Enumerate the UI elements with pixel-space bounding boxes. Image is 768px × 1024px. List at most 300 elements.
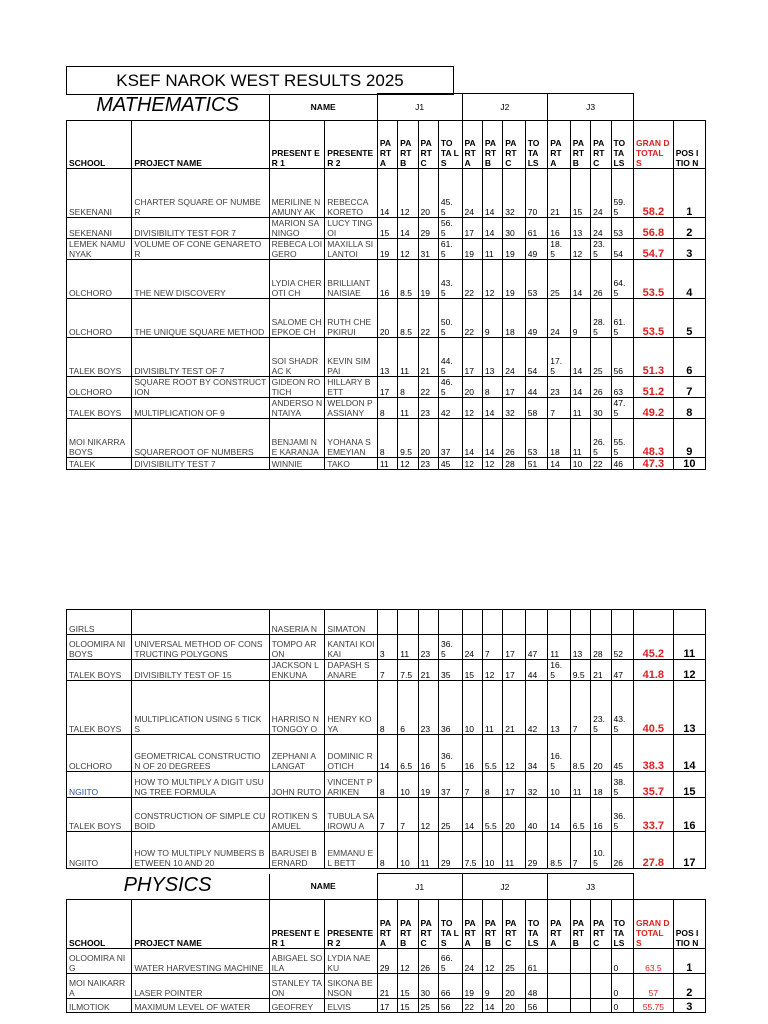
j1-score-cell: 29 [438, 832, 462, 869]
j3-score-cell: 16 [591, 798, 611, 832]
project-name-cell: VOLUME OF CONE GENARETOR [132, 239, 269, 260]
j2-score-cell: 12 [482, 660, 502, 681]
j3-score-cell: 55. 5 [611, 419, 634, 458]
grand-total-cell: 35.7 [634, 772, 674, 798]
j3-score-cell: 0 [611, 999, 634, 1013]
j2-score-cell: 34 [525, 735, 548, 772]
j1-score-cell: 23 [418, 458, 438, 470]
presenter1-cell: GEOFREY [269, 999, 325, 1013]
j1-score-cell: 29 [418, 218, 438, 239]
position-cell: 14 [673, 735, 705, 772]
j3-score-cell: 47. 5 [611, 398, 634, 419]
j2-score-cell: 10 [462, 681, 482, 735]
j3-score-cell: 46 [611, 458, 634, 470]
j2-score-cell: 22 [462, 260, 482, 299]
j2-score-cell: 40 [525, 798, 548, 832]
j1-score-cell: 44. 5 [438, 338, 462, 377]
j2-score-cell: 12 [482, 260, 502, 299]
j1-score-cell: 26 [418, 949, 438, 974]
project-name-cell: CHARTER SQUARE OF NUMBER [132, 169, 269, 218]
presenter1-cell: ANDERSO N NTAIYA [269, 398, 325, 419]
j1-score-cell: 15 [398, 999, 418, 1013]
j3-score-cell: 16 [548, 218, 571, 239]
table-row [67, 218, 706, 239]
project-name-cell: DIVISIBLTY TEST OF 7 [132, 338, 269, 377]
project-name-cell: WATER HARVESTING MACHINE [132, 949, 269, 974]
j1-score-cell: 7 [398, 798, 418, 832]
table-row [67, 681, 706, 735]
j1-score-cell: 13 [377, 338, 397, 377]
school-cell: TALEK BOYS [67, 398, 132, 419]
j1-score-cell: 23 [418, 681, 438, 735]
physics-results-table [66, 873, 706, 1013]
j1-score-cell [398, 610, 418, 635]
position-cell: 6 [673, 338, 705, 377]
presenter2-cell: VINCENT PARIKEN [325, 772, 378, 798]
j3-score-cell: 12 [570, 239, 590, 260]
presenter2-cell: DAPASH SANARE [325, 660, 378, 681]
table-row [67, 999, 706, 1013]
j3-score-cell: 53 [611, 218, 634, 239]
j1-score-cell: 45. 5 [438, 169, 462, 218]
table-row [67, 974, 706, 999]
position-cell: 5 [673, 299, 705, 338]
grand-total-cell: 47.3 [634, 458, 674, 470]
j2-score-cell: 17 [503, 635, 526, 660]
presenter2-cell: HILLARY BETT [325, 377, 378, 398]
j1-score-cell: 66 [438, 974, 462, 999]
j2-score-cell: 16 [462, 735, 482, 772]
j3-score-cell: 23. 5 [591, 239, 611, 260]
project-name-cell: MULTIPLICATION OF 9 [132, 398, 269, 419]
j2-score-cell: 42 [525, 681, 548, 735]
presenter2-cell: KEVIN SIMPAI [325, 338, 378, 377]
j2-score-cell: 20 [462, 377, 482, 398]
j2-score-cell: 19 [462, 974, 482, 999]
j3-score-cell: 9 [570, 299, 590, 338]
grand-total-cell: 63.5 [634, 949, 674, 974]
position-cell: 4 [673, 260, 705, 299]
j3-score-cell: 14 [570, 377, 590, 398]
j1-score-cell [438, 610, 462, 635]
grand-total-header: GRAN D TOTAL S [634, 900, 674, 949]
j2-score-cell: 30 [503, 218, 526, 239]
project-name-cell: GEOMETRICAL CONSTRUCTION OF 20 DEGREES [132, 735, 269, 772]
j3-partc-header: PA RT C [591, 900, 611, 949]
position-cell: 1 [673, 169, 705, 218]
j3-score-cell: 24 [591, 169, 611, 218]
school-cell: OLCHORO [67, 260, 132, 299]
j3-score-cell: 10. 5 [591, 832, 611, 869]
j2-score-cell: 14 [462, 798, 482, 832]
j3-score-cell: 18. 5 [548, 239, 571, 260]
table-row [67, 798, 706, 832]
j2-score-cell: 17 [462, 338, 482, 377]
j3-score-cell: 45 [611, 735, 634, 772]
presenter2-cell: TAKO [325, 458, 378, 470]
school-cell: OLOOMIRA NI BOYS [67, 635, 132, 660]
j2-score-cell: 11 [482, 681, 502, 735]
grand-total-cell: 40.5 [634, 681, 674, 735]
project-name-cell: HOW TO MULTIPLY NUMBERS BETWEEN 10 AND 20 [132, 832, 269, 869]
j2-score-cell: 12 [462, 398, 482, 419]
j1-score-cell: 25 [438, 798, 462, 832]
j1-score-cell: 8 [377, 398, 397, 419]
project-name-cell: HOW TO MULTIPLY A DIGIT USUNG TREE FORMULA [132, 772, 269, 798]
j2-score-cell: 22 [462, 299, 482, 338]
project-name-cell: DIVISIBILTY TEST OF 15 [132, 660, 269, 681]
grand-total-cell: 55.75 [634, 999, 674, 1013]
project-name-cell: THE UNIQUE SQUARE METHOD [132, 299, 269, 338]
project-name-cell: SQUAREROOT OF NUMBERS [132, 419, 269, 458]
presenter2-cell: SIKONA BENSON [325, 974, 378, 999]
j1-parta-header: PA RT A [377, 900, 397, 949]
j3-score-cell [570, 974, 590, 999]
position-cell: 3 [673, 999, 705, 1013]
j3-parta-header: PA RT A [548, 121, 571, 169]
j2-score-cell: 32 [525, 772, 548, 798]
j2-score-cell: 7 [482, 635, 502, 660]
j2-score-cell: 20 [503, 974, 526, 999]
j3-score-cell: 23 [548, 377, 571, 398]
table-row [67, 772, 706, 798]
j3-score-cell: 28 [591, 635, 611, 660]
grand-total-header: GRAN D TOTAL S [634, 121, 674, 169]
position-cell: 12 [673, 660, 705, 681]
j2-score-cell [503, 610, 526, 635]
j3-score-cell [611, 610, 634, 635]
j2-header: J2 [462, 94, 548, 121]
j3-score-cell: 14 [548, 458, 571, 470]
j3-score-cell: 11 [548, 635, 571, 660]
j1-score-cell: 50. 5 [438, 299, 462, 338]
j3-score-cell: 30 [591, 398, 611, 419]
j3-score-cell: 25 [591, 338, 611, 377]
j2-score-cell: 24 [462, 949, 482, 974]
grand-total-cell: 53.5 [634, 260, 674, 299]
presenter2-cell: HENRY KOYA [325, 681, 378, 735]
j3-score-cell [591, 974, 611, 999]
grand-total-cell: 53.5 [634, 299, 674, 338]
j2-score-cell: 26 [503, 419, 526, 458]
j3-score-cell: 25 [548, 260, 571, 299]
j1-score-cell: 3 [377, 635, 397, 660]
j1-score-cell: 12 [398, 239, 418, 260]
j2-score-cell: 49 [525, 299, 548, 338]
j2-score-cell: 25 [503, 949, 526, 974]
j2-score-cell: 12 [503, 735, 526, 772]
position-cell: 16 [673, 798, 705, 832]
page-title: KSEF NAROK WEST RESULTS 2025 [66, 66, 454, 95]
j3-score-cell [548, 610, 571, 635]
j3-score-cell: 15 [570, 169, 590, 218]
j3-score-cell: 64. 5 [611, 260, 634, 299]
position-header: POS ITIO N [673, 121, 705, 169]
j2-score-cell: 12 [482, 458, 502, 470]
j1-partb-header: PA RT B [398, 121, 418, 169]
j2-score-cell: 56 [525, 999, 548, 1013]
j1-score-cell: 61. 5 [438, 239, 462, 260]
j1-score-cell: 6 [398, 681, 418, 735]
name-header: NAME [269, 874, 377, 900]
presenter1-cell: NASERIA N [269, 610, 325, 635]
presenter2-cell: YOHANA SEMEYIAN [325, 419, 378, 458]
j1-partc-header: PA RT C [418, 900, 438, 949]
j1-score-cell: 8 [377, 772, 397, 798]
j1-score-cell: 8.5 [398, 299, 418, 338]
j2-score-cell: 70 [525, 169, 548, 218]
j1-score-cell: 31 [418, 239, 438, 260]
j1-score-cell: 35 [438, 660, 462, 681]
j2-score-cell: 20 [503, 798, 526, 832]
j3-score-cell: 36. 5 [611, 798, 634, 832]
j3-score-cell: 22 [591, 458, 611, 470]
presenter2-cell: RUTH CHEPKIRUI [325, 299, 378, 338]
j2-score-cell: 19 [503, 260, 526, 299]
j1-score-cell: 11 [398, 338, 418, 377]
project-name-cell: MAXIMUM LEVEL OF WATER [132, 999, 269, 1013]
school-cell: TALEK BOYS [67, 798, 132, 832]
position-cell: 7 [673, 377, 705, 398]
j1-header: J1 [377, 874, 462, 900]
j1-score-cell: 37 [438, 772, 462, 798]
j3-score-cell: 8.5 [570, 735, 590, 772]
j2-score-cell: 47 [525, 635, 548, 660]
grand-total-cell: 51.2 [634, 377, 674, 398]
j3-score-cell: 13 [570, 635, 590, 660]
position-header: POS ITIO N [673, 900, 705, 949]
j1-score-cell: 23 [418, 635, 438, 660]
j3-score-cell: 43. 5 [611, 681, 634, 735]
presenter1-cell: HARRISO N TONGOY O [269, 681, 325, 735]
grand-total-cell: 54.7 [634, 239, 674, 260]
j2-totals-header: TO TA LS [525, 121, 548, 169]
j1-score-cell: 14 [398, 218, 418, 239]
j3-score-cell: 52 [611, 635, 634, 660]
j2-score-cell: 9 [482, 299, 502, 338]
j2-score-cell: 44 [525, 377, 548, 398]
j2-score-cell: 29 [525, 832, 548, 869]
j1-score-cell: 21 [418, 338, 438, 377]
presenter1-cell: WINNIE [269, 458, 325, 470]
school-cell: SEKENANI [67, 218, 132, 239]
j3-score-cell: 18 [591, 772, 611, 798]
presenter1-cell: ZEPHANI A LANGAT [269, 735, 325, 772]
j3-score-cell: 63 [611, 377, 634, 398]
school-cell: OLCHORO [67, 299, 132, 338]
presenter1-cell: ROTIKEN SAMUEL [269, 798, 325, 832]
project-name-cell: UNIVERSAL METHOD OF CONSTRUCTING POLYGONS [132, 635, 269, 660]
j3-score-cell: 16. 5 [548, 660, 571, 681]
math-subject-row [67, 94, 706, 121]
j2-score-cell: 18 [503, 299, 526, 338]
j1-score-cell [377, 610, 397, 635]
j1-score-cell: 11 [377, 458, 397, 470]
presenter1-cell: STANLEY TAON [269, 974, 325, 999]
j1-score-cell: 66. 5 [438, 949, 462, 974]
j1-score-cell: 23 [418, 398, 438, 419]
subject-title: PHYSICS [67, 874, 270, 900]
j2-score-cell: 15 [462, 660, 482, 681]
presenter1-cell: REBECA LOIGERO [269, 239, 325, 260]
school-cell: OLCHORO [67, 735, 132, 772]
j3-score-cell: 14 [548, 798, 571, 832]
j3-totals-header: TO TA LS [611, 900, 634, 949]
j3-score-cell [548, 999, 571, 1013]
name-header: NAME [269, 94, 377, 121]
mathematics-results-table [66, 93, 706, 470]
j3-score-cell [591, 999, 611, 1013]
j2-score-cell: 49 [525, 239, 548, 260]
j2-score-cell: 58 [525, 398, 548, 419]
j1-score-cell: 8.5 [398, 260, 418, 299]
presenter1-cell: JACKSON LENKUNA [269, 660, 325, 681]
j1-score-cell: 22 [418, 377, 438, 398]
project-name-cell: LASER POINTER [132, 974, 269, 999]
position-cell: 8 [673, 398, 705, 419]
j2-score-cell: 14 [482, 218, 502, 239]
table-row [67, 458, 706, 470]
j3-score-cell: 7 [548, 398, 571, 419]
j2-score-cell: 17 [503, 660, 526, 681]
table-row [67, 398, 706, 419]
j2-score-cell: 24 [462, 169, 482, 218]
j1-score-cell: 11 [398, 635, 418, 660]
j2-score-cell: 61 [525, 949, 548, 974]
j1-score-cell: 14 [377, 735, 397, 772]
j1-score-cell: 36. 5 [438, 735, 462, 772]
j2-score-cell: 48 [525, 974, 548, 999]
j2-score-cell: 8 [482, 377, 502, 398]
j1-score-cell: 42 [438, 398, 462, 419]
presenter2-cell: LUCY TINGOI [325, 218, 378, 239]
project-name-cell [132, 610, 269, 635]
grand-total-cell: 27.8 [634, 832, 674, 869]
presenter2-cell: LYDIA NAEKU [325, 949, 378, 974]
j3-score-cell: 17. 5 [548, 338, 571, 377]
school-cell: ILMOTIOK [67, 999, 132, 1013]
table-row [67, 169, 706, 218]
j1-score-cell: 19 [377, 239, 397, 260]
j3-score-cell: 11 [570, 419, 590, 458]
j2-score-cell: 9 [482, 974, 502, 999]
j2-score-cell: 22 [462, 999, 482, 1013]
j2-score-cell: 51 [525, 458, 548, 470]
school-cell: NGIITO [67, 772, 132, 798]
j1-score-cell: 20 [418, 419, 438, 458]
project-name-cell: CONSTRUCTION OF SIMPLE CUBOID [132, 798, 269, 832]
j1-score-cell: 7.5 [398, 660, 418, 681]
position-cell: 17 [673, 832, 705, 869]
position-cell: 9 [673, 419, 705, 458]
position-cell [673, 610, 705, 635]
j3-score-cell: 8.5 [548, 832, 571, 869]
j1-score-cell: 36 [438, 681, 462, 735]
j1-score-cell: 36. 5 [438, 635, 462, 660]
j1-score-cell: 19 [418, 260, 438, 299]
school-cell: NGIITO [67, 832, 132, 869]
j2-partb-header: PA RT B [482, 900, 502, 949]
j2-score-cell: 7 [462, 772, 482, 798]
table-row [67, 660, 706, 681]
presenter1-cell: MERILINE NAMUNY AK [269, 169, 325, 218]
table-row [67, 735, 706, 772]
j2-score-cell: 17 [503, 377, 526, 398]
j3-score-cell: 0 [611, 949, 634, 974]
grand-total-cell: 51.3 [634, 338, 674, 377]
j2-score-cell: 54 [525, 338, 548, 377]
j1-header: J1 [377, 94, 462, 121]
j2-score-cell: 20 [503, 999, 526, 1013]
j2-score-cell: 12 [462, 458, 482, 470]
school-cell: TALEK BOYS [67, 338, 132, 377]
j2-parta-header: PA RT A [462, 121, 482, 169]
grand-total-cell [634, 610, 674, 635]
j3-score-cell: 14 [570, 260, 590, 299]
table-row [67, 610, 706, 635]
school-cell: MOI NAIKARRA [67, 974, 132, 999]
mathematics-results-table-continued [66, 609, 706, 869]
j2-score-cell: 10 [482, 832, 502, 869]
j1-partb-header: PA RT B [398, 900, 418, 949]
j3-score-cell: 18 [548, 419, 571, 458]
j1-score-cell: 7 [377, 660, 397, 681]
math-column-headers [67, 121, 706, 169]
presenter2-cell: SIMATON [325, 610, 378, 635]
j1-score-cell: 16 [418, 735, 438, 772]
j3-score-cell: 21 [591, 660, 611, 681]
presenter2-cell: KANTAI KOIKAI [325, 635, 378, 660]
position-cell: 1 [673, 949, 705, 974]
j3-score-cell: 59. 5 [611, 169, 634, 218]
j2-header: J2 [462, 874, 548, 900]
j1-score-cell: 30 [418, 974, 438, 999]
j2-score-cell: 24 [503, 338, 526, 377]
presenter2-cell: ELVIS [325, 999, 378, 1013]
school-cell: OLOOMIRA NI G [67, 949, 132, 974]
school-cell: TALEK BOYS [67, 660, 132, 681]
school-cell: OLCHORO [67, 377, 132, 398]
j3-score-cell: 7 [570, 832, 590, 869]
j1-score-cell: 8 [377, 832, 397, 869]
j2-score-cell: 11 [482, 239, 502, 260]
presenter1-cell: SOI SHADRAC K [269, 338, 325, 377]
j3-score-cell: 20 [591, 735, 611, 772]
j1-score-cell: 43. 5 [438, 260, 462, 299]
j1-score-cell: 11 [418, 832, 438, 869]
j2-score-cell: 19 [503, 239, 526, 260]
j2-score-cell: 19 [462, 239, 482, 260]
presenter2-cell: EMMANU EL BETT [325, 832, 378, 869]
j3-score-cell: 6.5 [570, 798, 590, 832]
grand-total-cell: 57 [634, 974, 674, 999]
position-cell: 15 [673, 772, 705, 798]
project-name-cell: DIVISIBILITY TEST 7 [132, 458, 269, 470]
j1-score-cell: 8 [377, 419, 397, 458]
j2-score-cell: 44 [525, 660, 548, 681]
j2-score-cell: 14 [482, 419, 502, 458]
presenter1-cell: JOHN RUTO [269, 772, 325, 798]
j1-score-cell: 25 [418, 999, 438, 1013]
project-header: PROJECT NAME [132, 121, 269, 169]
table-row [67, 635, 706, 660]
presenter2-cell: BRILLIANT NAISIAE [325, 260, 378, 299]
j3-partb-header: PA RT B [570, 900, 590, 949]
j3-score-cell: 54 [611, 239, 634, 260]
j3-score-cell: 13 [548, 681, 571, 735]
grand-total-cell: 56.8 [634, 218, 674, 239]
j2-score-cell: 32 [503, 169, 526, 218]
